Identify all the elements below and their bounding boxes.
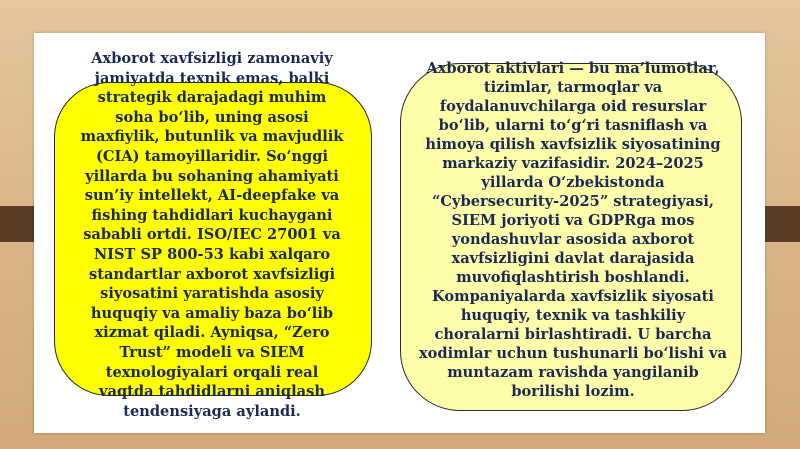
right-paragraph: Axborot aktivlari — bu ma’lumotlar, tizimlar, tarmoqlar va foydalanuvchilarga oid resurslar bo‘lib, ularni to‘g‘ri tasniflash va himoya qilish xavfsizlik siyosatining markaziy vazifasidir. 2024–2025 yillarda O‘zbekistonda “Cybersecurity-2025” strategiyasi, SIEM joriyoti va GDPRga mos yondashuvlar asosida axborot xavfsizligini davlat darajasida muvofiqlashtirish boshlandi. Kompaniyalarda xavfsizlik siyosati huquqiy, texnik va tashkiliy choralarni birlashtiradi. U barcha xodimlar uchun tushunarli bo‘lishi va muntazam ravishda yangilanib borilishi lozim. [418, 60, 727, 400]
left-side-bar [0, 206, 36, 242]
right-side-bar [764, 206, 800, 242]
left-paragraph: Axborot xavfsizligi zamonaviy jamiyatda texnik emas, balki strategik darajadagi muhim soha bo‘lib, uning asosi maxfiylik, butunlik va mavjudlik (CIA) tamoyillaridir. So‘nggi yillarda bu sohaning ahamiyati sun’iy intellekt, AI-deepfake va fishing tahdidlari kuchaygani sababli ortdi. ISO/IEC 27001 va NIST SP 800-53 kabi xalqaro standartlar axborot xavfsizligi siyosatini yaratishda asosiy huquqiy va amaliy baza bo‘lib xizmat qiladi. Ayniqsa, “Zero Trust” modeli va SIEM texnologiyalari orqali real vaqtda tahdidlarni aniqlash tendensiyaga aylandi. [80, 50, 344, 420]
slide-panel [34, 33, 765, 433]
